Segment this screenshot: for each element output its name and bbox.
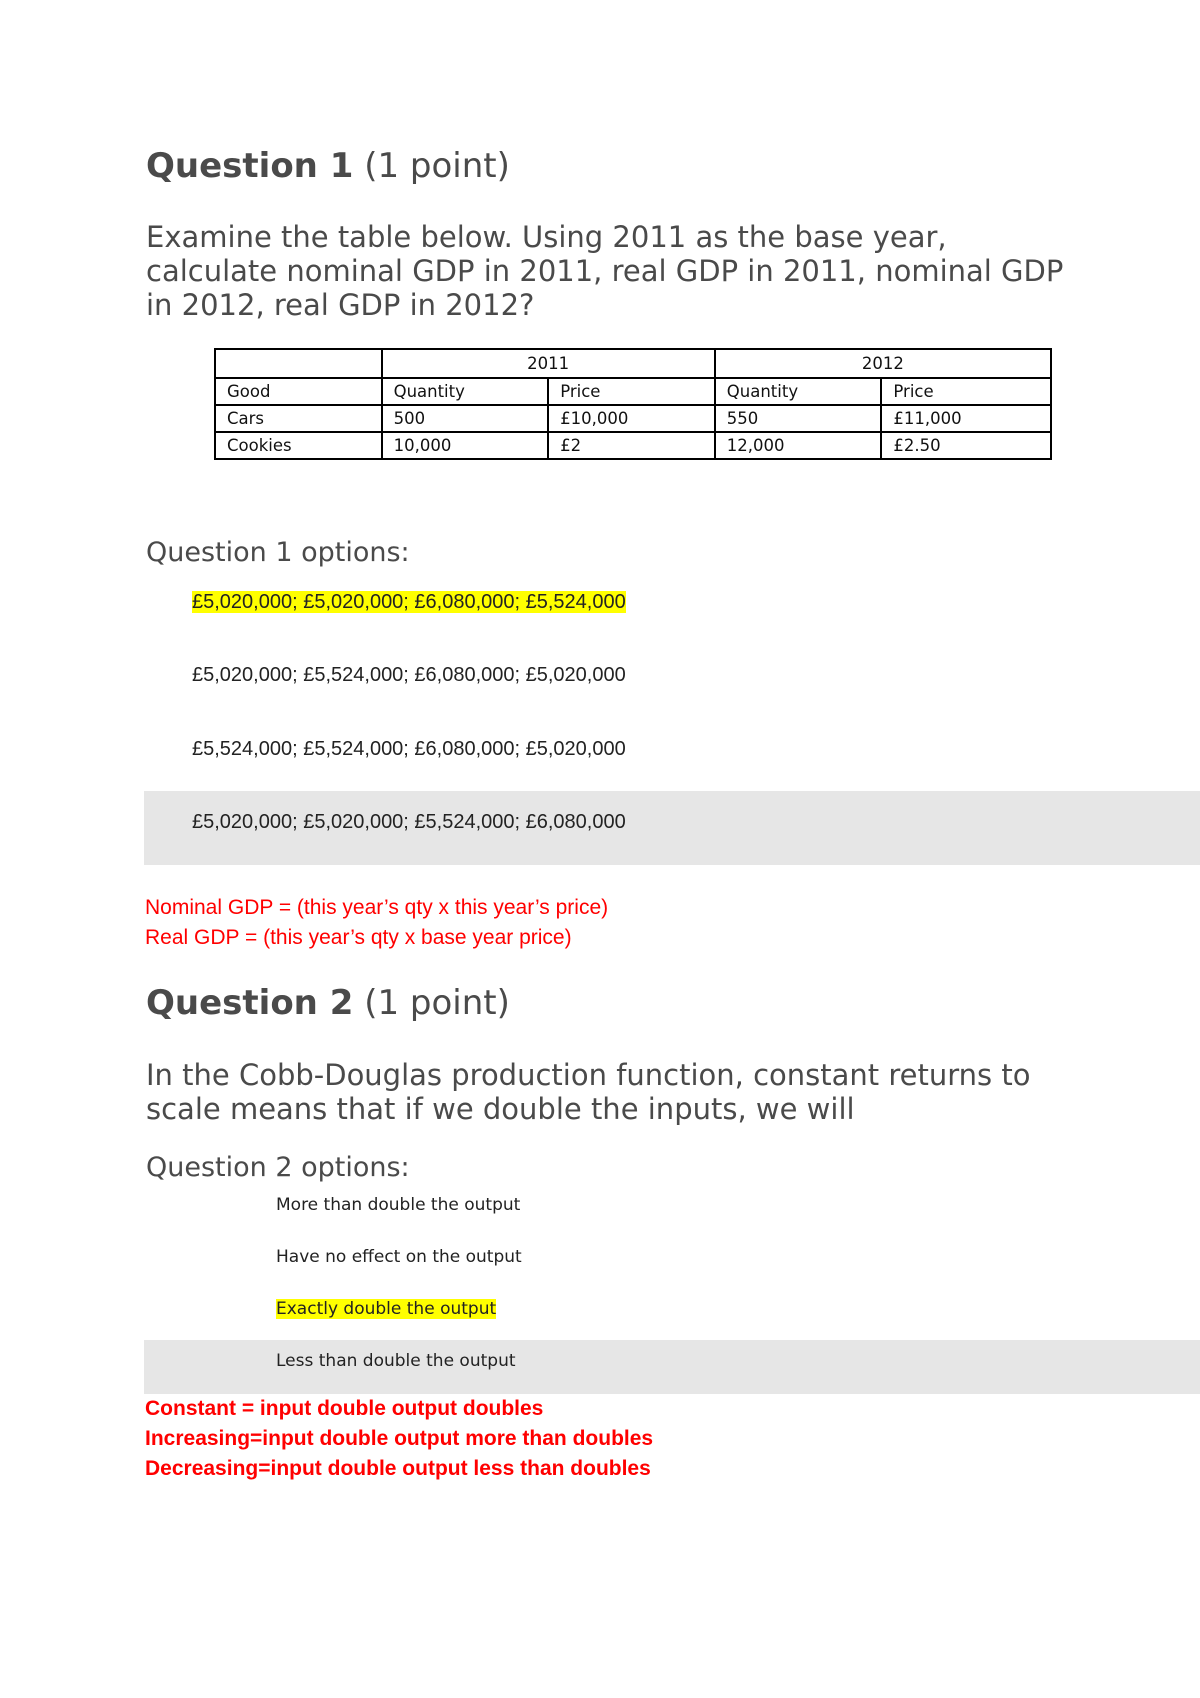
question-2-options-heading: Question 2 options: bbox=[146, 1152, 410, 1183]
column-header: Quantity bbox=[715, 378, 882, 405]
table-row bbox=[215, 349, 1051, 378]
note-line: Nominal GDP = (this year’s qty x this year’s price) bbox=[145, 896, 609, 919]
column-header: Price bbox=[548, 378, 715, 405]
question-2-option-3[interactable] bbox=[276, 1297, 496, 1321]
year-header: 2012 bbox=[715, 349, 1051, 378]
note-line: Decreasing=input double output less than doubles bbox=[145, 1457, 651, 1480]
table-row bbox=[215, 432, 1051, 459]
table-cell: £2 bbox=[548, 432, 715, 459]
table-cell: 12,000 bbox=[715, 432, 882, 459]
option-text: £5,020,000; £5,020,000; £5,524,000; £6,080,000 bbox=[192, 811, 626, 833]
table-cell: £11,000 bbox=[881, 405, 1051, 432]
year-header: 2011 bbox=[382, 349, 715, 378]
table-cell: Cookies bbox=[215, 432, 382, 459]
question-1-title: Question 1 (1 point) bbox=[146, 146, 510, 186]
table-cell: Cars bbox=[215, 405, 382, 432]
option-text: £5,020,000; £5,020,000; £6,080,000; £5,524,000 bbox=[192, 591, 626, 613]
question-2-option-2[interactable]: Have no effect on the output bbox=[276, 1247, 522, 1267]
table-cell: £2.50 bbox=[881, 432, 1051, 459]
table-cell: 10,000 bbox=[382, 432, 549, 459]
option-text: Exactly double the output bbox=[276, 1299, 497, 1319]
column-header: Quantity bbox=[382, 378, 549, 405]
question-1-option-3[interactable]: £5,524,000; £5,524,000; £6,080,000; £5,020,000 bbox=[192, 738, 626, 760]
gdp-table bbox=[214, 348, 1052, 460]
option-text: Less than double the output bbox=[276, 1351, 516, 1371]
question-2-option-4-row[interactable] bbox=[144, 1340, 1200, 1394]
question-2-option-1[interactable]: More than double the output bbox=[276, 1195, 521, 1215]
question-2-text: In the Cobb-Douglas production function, constant returns to scale means that if we double the inputs, we will bbox=[146, 1058, 1031, 1126]
question-1-notes bbox=[145, 893, 608, 953]
question-1-option-2[interactable]: £5,020,000; £5,524,000; £6,080,000; £5,020,000 bbox=[192, 664, 626, 686]
question-1-text: Examine the table below. Using 2011 as the base year, calculate nominal GDP in 2011, real GDP in 2011, nominal GDP in 2012, real GDP in 2012? bbox=[146, 220, 1064, 322]
note-line: Real GDP = (this year’s qty x base year price) bbox=[145, 926, 572, 949]
table-cell: 500 bbox=[382, 405, 549, 432]
table-cell: 550 bbox=[715, 405, 882, 432]
table-cell bbox=[215, 349, 382, 378]
table-row bbox=[215, 405, 1051, 432]
question-1-option-1[interactable] bbox=[192, 589, 626, 615]
question-2-notes bbox=[145, 1394, 653, 1484]
question-1-options-heading: Question 1 options: bbox=[146, 537, 410, 568]
table-cell: £10,000 bbox=[548, 405, 715, 432]
note-line: Increasing=input double output more than doubles bbox=[145, 1427, 654, 1450]
note-line: Constant = input double output doubles bbox=[145, 1397, 544, 1420]
question-1-option-4-row[interactable] bbox=[144, 791, 1200, 865]
question-2-title: Question 2 (1 point) bbox=[146, 983, 510, 1023]
table-row bbox=[215, 378, 1051, 405]
column-header: Price bbox=[881, 378, 1051, 405]
column-header: Good bbox=[215, 378, 382, 405]
